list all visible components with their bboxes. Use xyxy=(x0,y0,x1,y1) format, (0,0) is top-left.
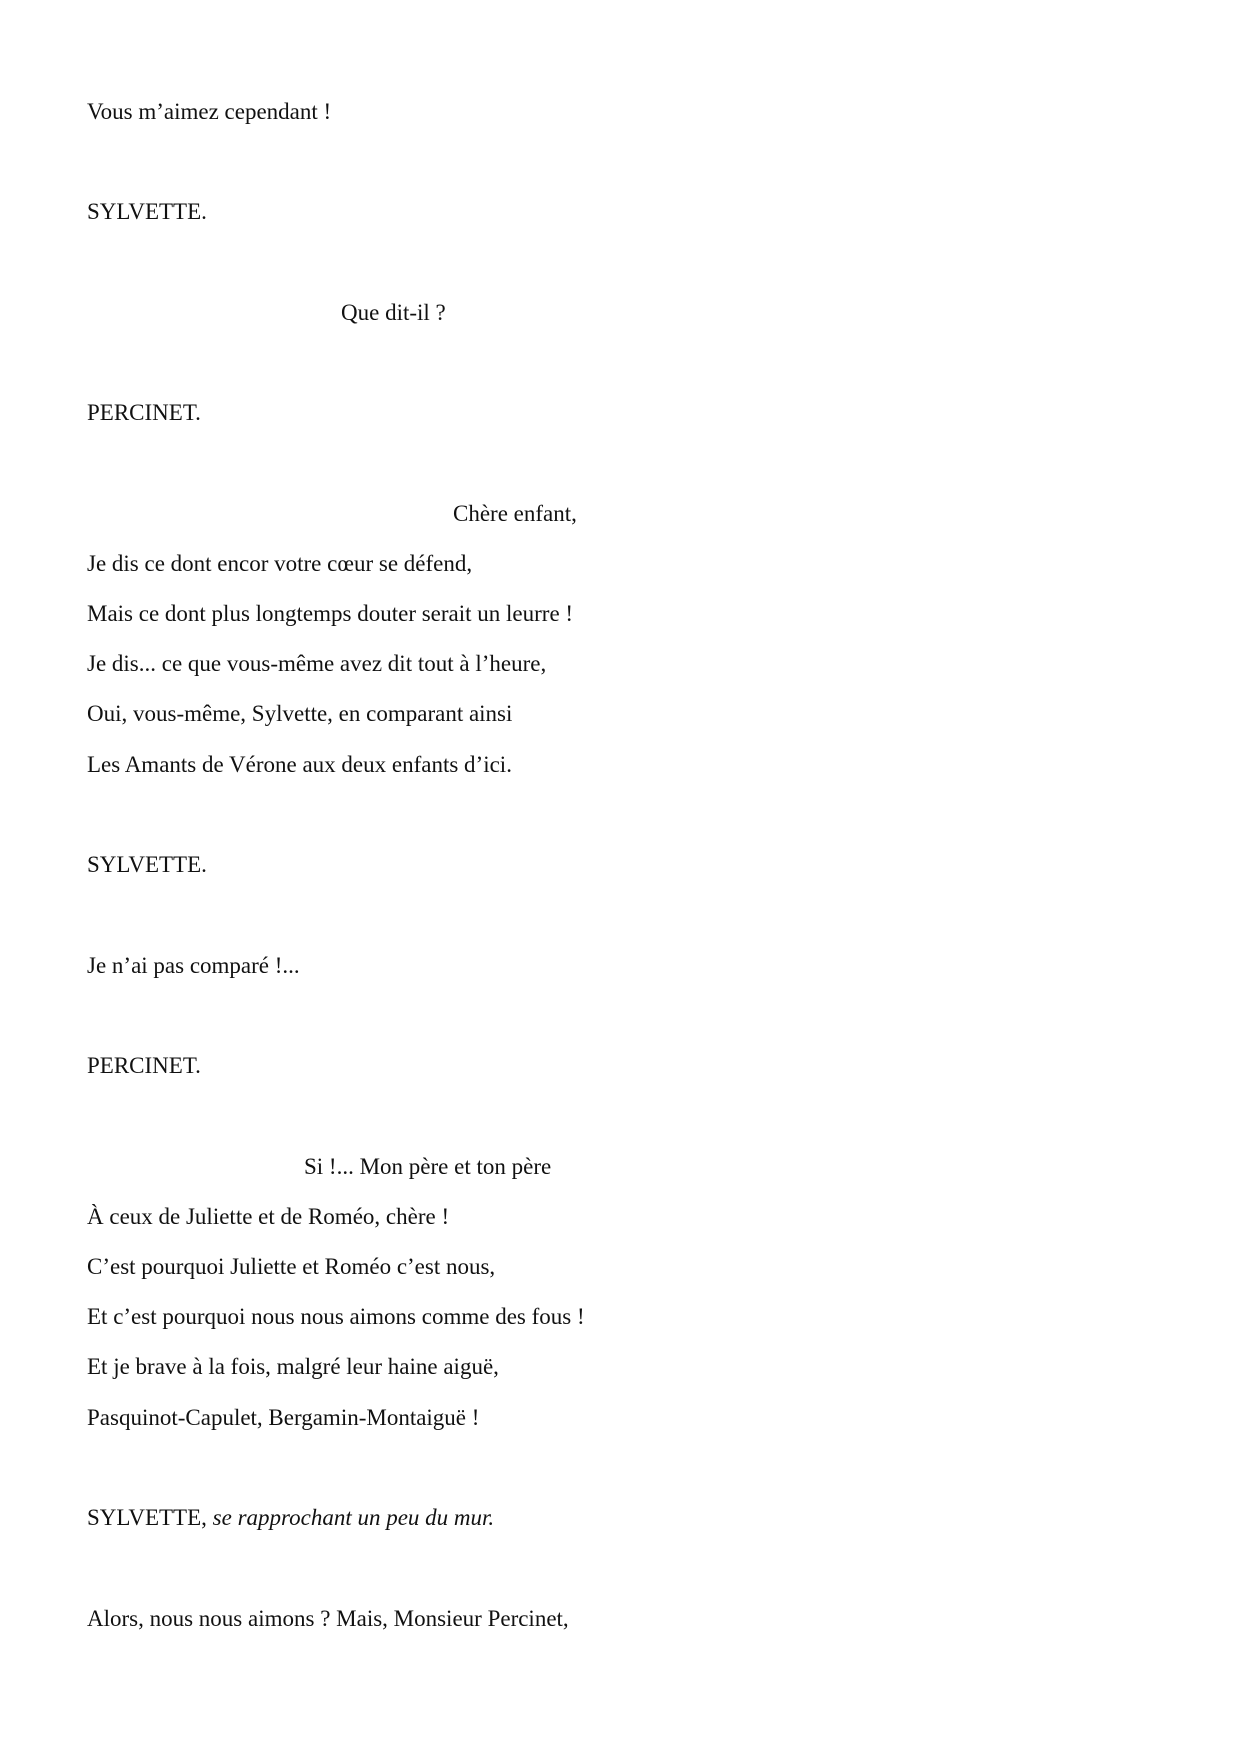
verse-line: Vous m’aimez cependant ! xyxy=(87,99,332,124)
verse-line: Oui, vous-même, Sylvette, en comparant ainsi xyxy=(87,701,513,726)
verse-line: Je dis... ce que vous-même avez dit tout à l’heure, xyxy=(87,651,547,676)
speaker-name: SYLVETTE. xyxy=(87,852,207,877)
verse-line: Mais ce dont plus longtemps douter serait un leurre ! xyxy=(87,601,574,626)
verse-line: Les Amants de Vérone aux deux enfants d’ici. xyxy=(87,752,512,777)
speaker-with-direction xyxy=(87,1506,494,1529)
speaker-name: PERCINET. xyxy=(87,1053,201,1078)
verse-line: Et je brave à la fois, malgré leur haine aiguë, xyxy=(87,1354,499,1379)
verse-line: À ceux de Juliette et de Roméo, chère ! xyxy=(87,1204,450,1229)
verse-line: Pasquinot-Capulet, Bergamin-Montaiguë ! xyxy=(87,1405,480,1430)
speaker-name: SYLVETTE, xyxy=(87,1505,207,1530)
verse-line: C’est pourquoi Juliette et Roméo c’est nous, xyxy=(87,1254,496,1279)
verse-line: Que dit-il ? xyxy=(341,300,446,325)
verse-line: Et c’est pourquoi nous nous aimons comme des fous ! xyxy=(87,1304,585,1329)
verse-line: Je n’ai pas comparé !... xyxy=(87,953,300,978)
verse-line: Chère enfant, xyxy=(453,501,577,526)
verse-line: Alors, nous nous aimons ? Mais, Monsieur Percinet, xyxy=(87,1606,569,1631)
verse-line: Je dis ce dont encor votre cœur se défend, xyxy=(87,551,473,576)
stage-direction: se rapprochant un peu du mur. xyxy=(212,1505,495,1530)
speaker-name: PERCINET. xyxy=(87,400,201,425)
verse-line: Si !... Mon père et ton père xyxy=(304,1154,552,1179)
speaker-name: SYLVETTE. xyxy=(87,199,207,224)
